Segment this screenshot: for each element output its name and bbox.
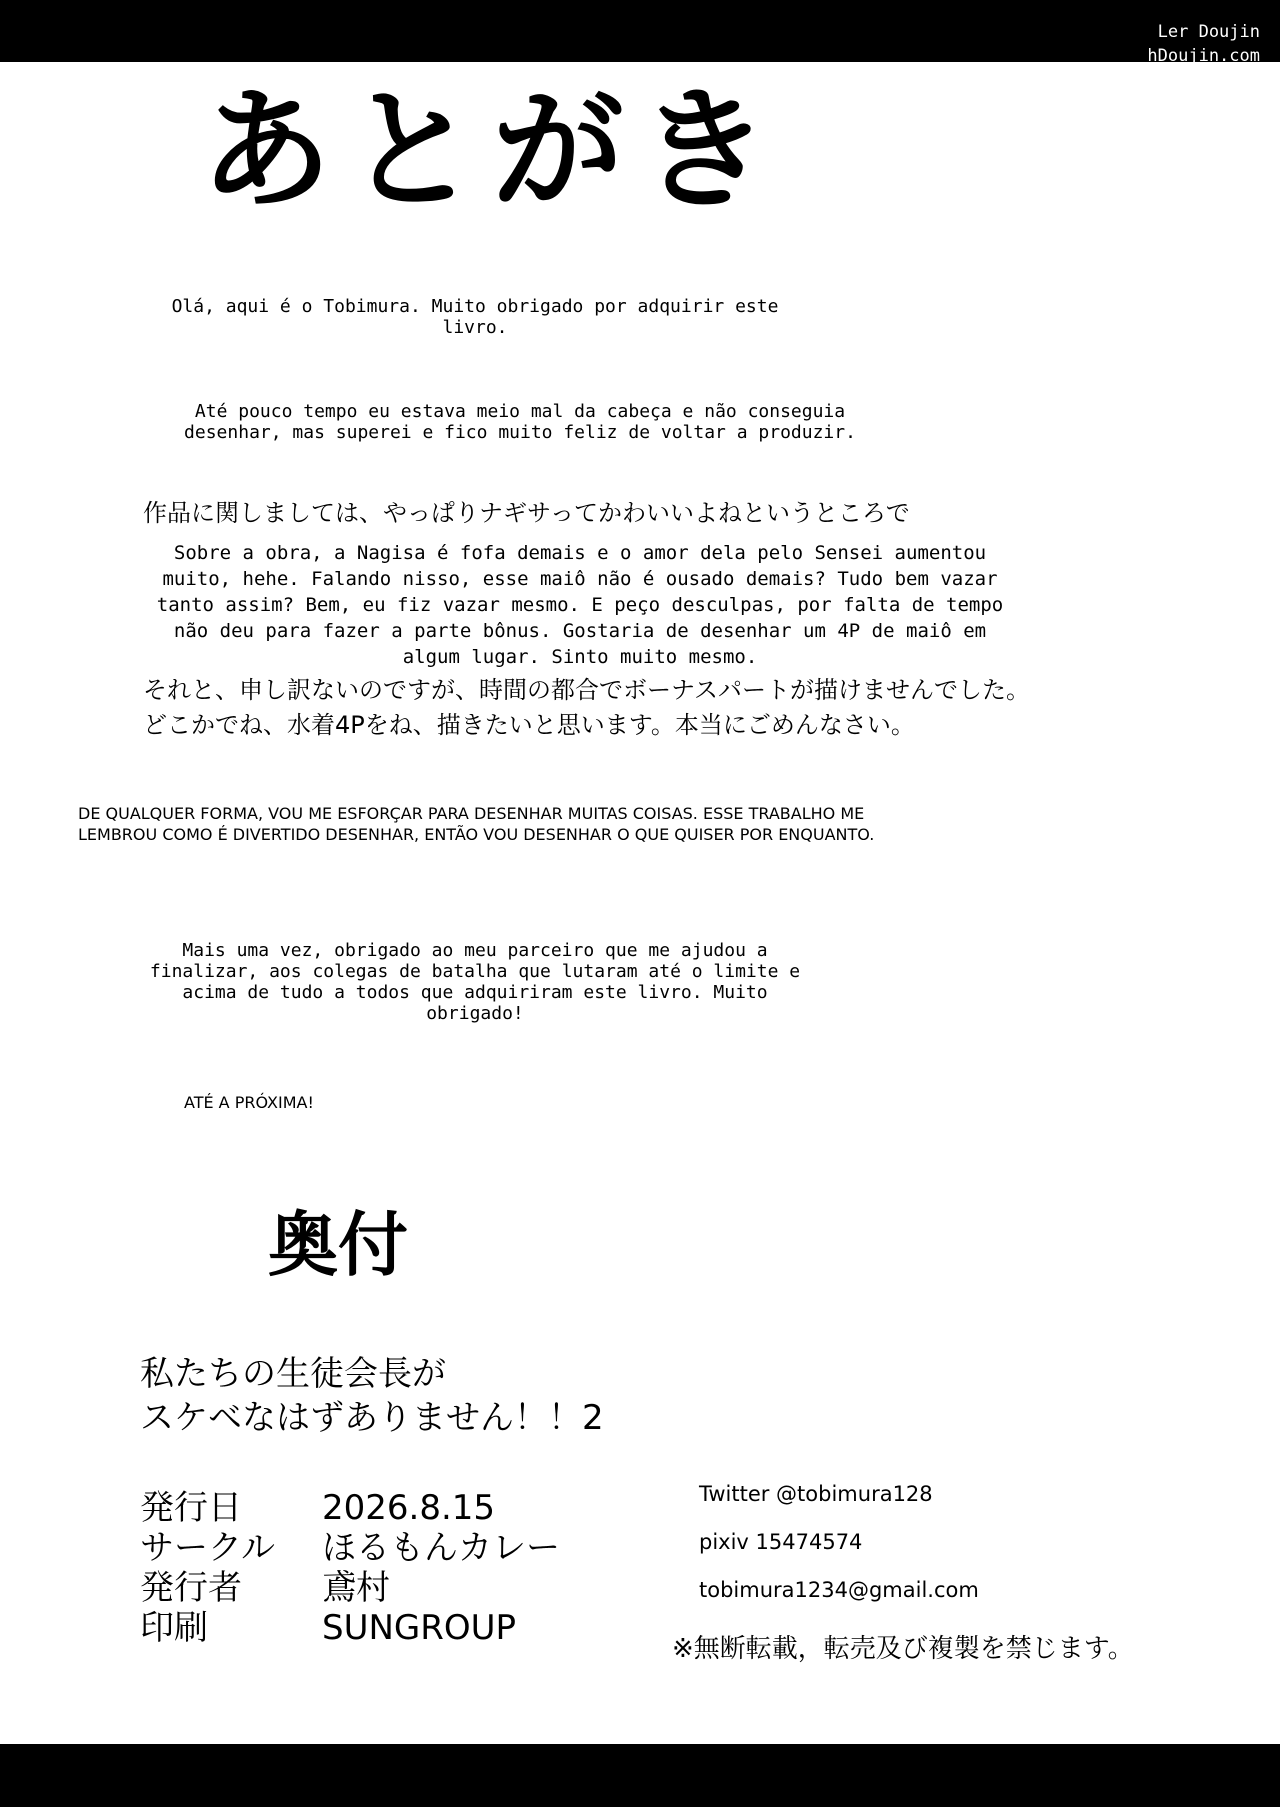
greeting-paragraph: Olá, aqui é o Tobimura. Muito obrigado por adquirir este livro. [171,296,779,338]
info-row-circle [140,1528,560,1568]
book-title-line-1: 私たちの生徒会長が [140,1354,446,1394]
info-key: 印刷 [140,1608,208,1648]
afterword-heading: あとがき [200,73,784,228]
closing-text: ATÉ A PRÓXIMA! [184,1093,314,1112]
caps-line-2: LEMBROU COMO É DIVERTIDO DESENHAR, ENTÃO VOU DESENHAR O QUE QUISER POR ENQUANTO. [78,825,875,844]
copyright-notice: ※無断転載，転売及び複製を禁じます。 [672,1634,1134,1664]
colophon-info [140,1488,560,1648]
bottom-black-bar [0,1744,1280,1807]
book-title-line-2: スケベなはずありません！！2 [140,1398,604,1438]
translation-overlay: Sobre a obra, a Nagisa é fofa demais e o amor dela pelo Sensei aumentou muito, hehe. Falando nisso, esse maiô não é ousado demais? Tudo bem vazar tanto assim? Bem, eu fiz vazar mesmo. E peço desculpas, por falta de tempo não deu para fazer a parte bônus. Gostaria de desenhar um 4P de maiô em algum lugar. Sinto muito mesmo. [156,542,1004,668]
twitter-handle: Twitter @tobimura128 [699,1482,933,1506]
info-value: SUNGROUP [322,1608,517,1648]
info-row-date [140,1488,560,1528]
colophon-heading: 奥付 [268,1204,408,1286]
info-value: 鳶村 [322,1568,390,1608]
info-key: 発行日 [140,1488,242,1528]
info-key: サークル [140,1528,275,1568]
book-title [140,1352,604,1440]
watermark-name: Ler Doujin [1157,22,1260,42]
info-value: 2026.8.15 [322,1488,496,1528]
recovery-paragraph: Até pouco tempo eu estava meio mal da cabeça e não conseguia desenhar, mas superei e fico muito feliz de voltar a produzir. [184,401,856,443]
top-black-bar [0,0,1280,62]
info-row-publisher [140,1568,560,1608]
watermark-link[interactable]: hDoujin.com [1147,46,1260,66]
email-address: tobimura1234@gmail.com [699,1578,979,1602]
info-key: 発行者 [140,1568,242,1608]
japanese-line-2: それと、申し訳ないのですが、時間の都合でボーナスパートが描けませんでした。 [143,676,1031,704]
info-row-printer [140,1608,560,1648]
contact-list [699,1470,979,1614]
caps-line-1: DE QUALQUER FORMA, VOU ME ESFORÇAR PARA DESENHAR MUITAS COISAS. ESSE TRABALHO ME [78,804,865,823]
caps-paragraph [78,803,874,845]
japanese-line-3: どこかでね、水着4Pをね、描きたいと思います。本当にごめんなさい。 [143,711,915,739]
pixiv-id: pixiv 15474574 [699,1530,863,1554]
info-value: ほるもんカレー [322,1528,560,1568]
japanese-line-1: 作品に関しましては、やっぱりナギサってかわいいよねというところで [143,499,910,527]
thanks-paragraph: Mais uma vez, obrigado ao meu parceiro que me ajudou a finalizar, aos colegas de batalha que lutaram até o limite e acima de tudo a todos que adquiriram este livro. Muito obrigado! [149,940,801,1024]
